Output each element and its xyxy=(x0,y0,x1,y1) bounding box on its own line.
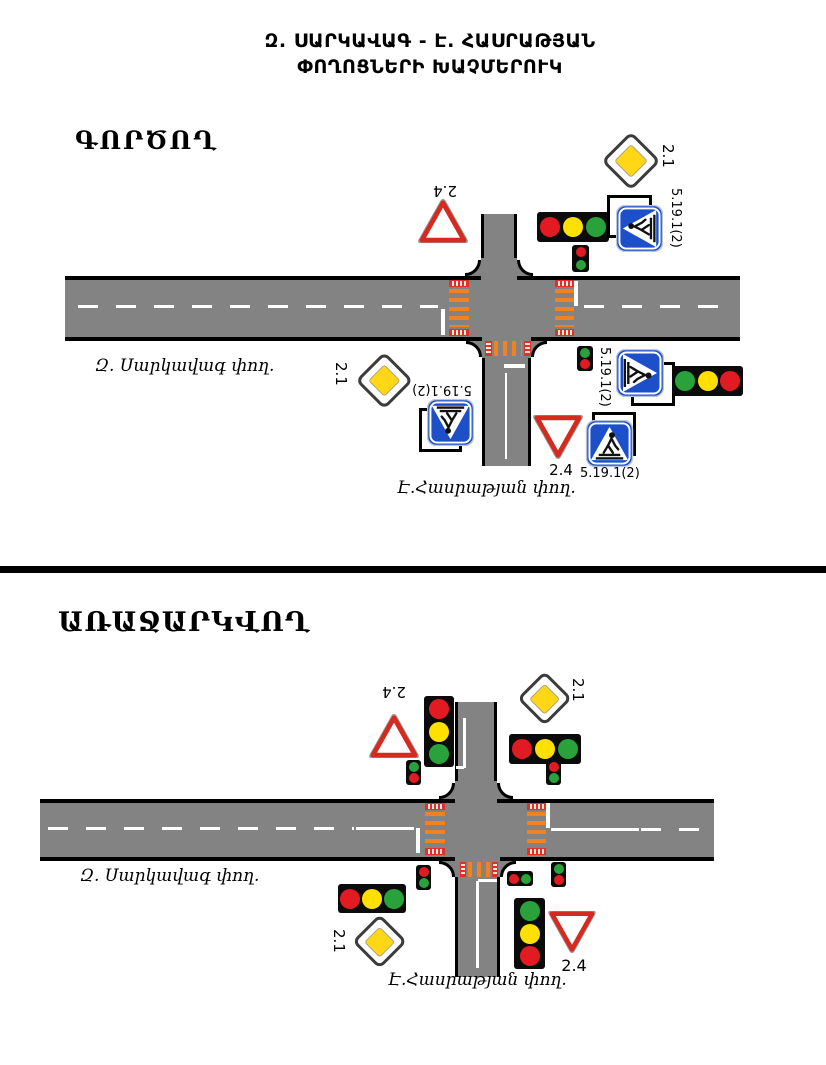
crosswalk-west xyxy=(425,803,445,855)
crossing-code-label: 5.19.1(2) xyxy=(597,347,612,407)
priority-road-sign xyxy=(517,671,573,727)
street-name-horizontal: Զ. Սարկավագ փող. xyxy=(95,356,275,376)
crossing-code-label: 5.19.1(2) xyxy=(412,382,472,397)
corner-fillet xyxy=(439,861,455,877)
lane-line xyxy=(463,718,466,768)
priority-road-code-label: 2.1 xyxy=(332,362,350,386)
give-way-code-label: 2.4 xyxy=(549,461,573,479)
street-name-vertical: Է.Հասրաթյան փող. xyxy=(388,970,567,990)
give-way-code-label: 2.4 xyxy=(433,182,457,200)
center-dashed-line xyxy=(641,828,705,831)
priority-road-code-label: 2.1 xyxy=(659,144,677,168)
stop-line xyxy=(416,828,420,853)
priority-road-code-label: 2.1 xyxy=(330,929,348,953)
give-way-sign xyxy=(548,911,596,953)
page-title-line2: ՓՈՂՈՑՆԵՐԻ ԽԱՉՄԵՐՈՒԿ xyxy=(297,56,563,78)
pedestrian-signal xyxy=(551,862,566,887)
give-way-sign xyxy=(369,714,419,758)
section-heading-existing: ԳՈՐԾՈՂ xyxy=(75,126,219,155)
stop-line xyxy=(546,803,550,828)
street-name-horizontal: Զ. Սարկավագ փող. xyxy=(80,866,260,886)
lane-line xyxy=(456,766,464,769)
corner-fillet xyxy=(439,783,455,799)
north-junction xyxy=(455,781,497,803)
center-solid-line xyxy=(356,827,414,830)
page-title-line1: Զ. ՍԱՐԿԱՎԱԳ - Է. ՀԱՍՐԱԹՅԱՆ xyxy=(264,30,596,52)
priority-road-sign xyxy=(352,914,408,970)
crosswalk-east xyxy=(527,803,546,855)
crossing-code-label: 5.19.1(2) xyxy=(668,188,683,248)
traffic-light xyxy=(424,696,454,767)
pedestrian-signal xyxy=(416,865,431,890)
street-name-vertical: Է.Հասրաթյան փող. xyxy=(397,478,576,498)
priority-road-code-label: 2.1 xyxy=(569,678,587,702)
traffic-light xyxy=(338,884,406,913)
traffic-light xyxy=(514,898,545,969)
center-solid-line xyxy=(551,828,639,831)
give-way-code-label: 2.4 xyxy=(561,956,587,975)
crosswalk-south xyxy=(460,862,498,877)
pedestrian-signal xyxy=(507,871,533,886)
traffic-light xyxy=(509,734,581,764)
crossing-code-label: 5.19.1(2) xyxy=(580,466,640,481)
center-dashed-line xyxy=(48,827,354,830)
pedestrian-signal xyxy=(546,760,561,785)
corner-fillet xyxy=(497,783,513,799)
lane-line xyxy=(476,881,479,968)
section-heading-proposed: ԱՌԱՋԱՐԿՎՈՂ xyxy=(58,607,311,638)
pedestrian-signal xyxy=(406,760,421,785)
lane-line xyxy=(478,879,497,882)
give-way-code-label: 2.4 xyxy=(382,683,406,701)
north-road-leg xyxy=(455,702,497,783)
